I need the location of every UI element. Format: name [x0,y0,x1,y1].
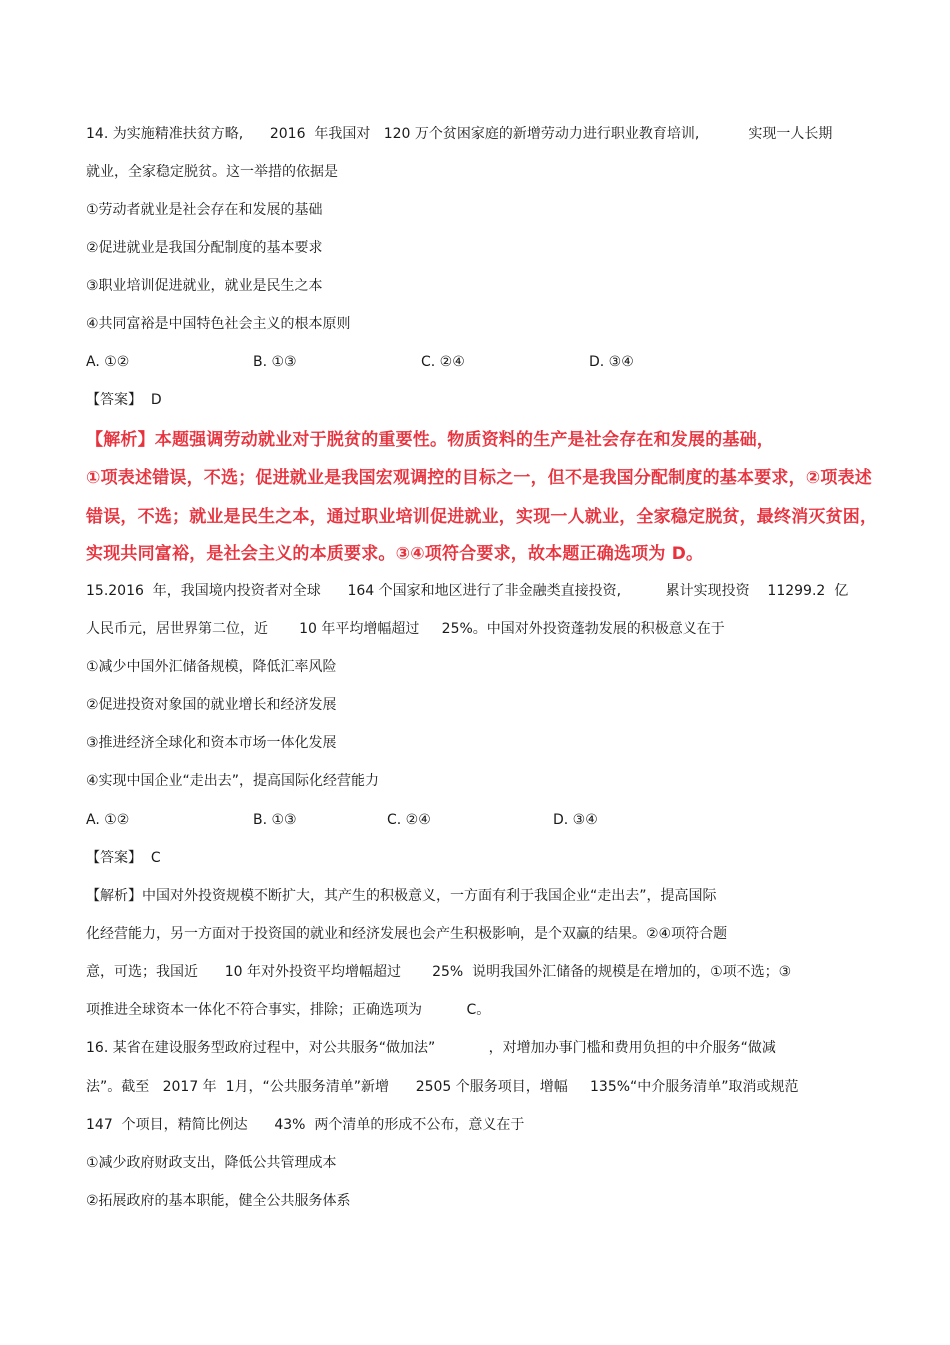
q15-analysis-line2: 化经营能力，另一方面对于投资国的就业和经济发展也会产生积极影响，是个双赢的结果。②④项符合题 [86,926,728,942]
q14-analysis-line4: 实现共同富裕，是社会主义的本质要求。③④项符合要求，故本题正确选项为 D。 [86,544,704,564]
q14-item2: ②促进就业是我国分配制度的基本要求 [86,240,323,256]
q14-answer: 【答案】 D [86,392,162,408]
q14-analysis-line3: 错误，不选；就业是民生之本，通过职业培训促进就业，实现一人就业，全家稳定脱贫，最终消灭贫困， [86,507,878,527]
q15-item4: ④实现中国企业“走出去”，提高国际化经营能力 [86,773,380,789]
q16-item2: ②拓展政府的基本职能，健全公共服务体系 [86,1193,351,1209]
q14-item4: ④共同富裕是中国特色社会主义的根本原则 [86,316,351,332]
q15-item3: ③推进经济全球化和资本市场一体化发展 [86,735,337,751]
q15-item2: ②促进投资对象国的就业增长和经济发展 [86,697,337,713]
q14-option-b: B. ①③ [253,354,297,370]
q16-stem-line1: 16. 某省在建设服务型政府过程中，对公共服务“做加法” ，对增加办事门槛和费用负担的中介服务“做减 [86,1040,776,1056]
q14-analysis-line1: 【解析】本题强调劳动就业对于脱贫的重要性。物质资料的生产是社会存在和发展的基础， [86,430,774,450]
q15-analysis-line1: 【解析】中国对外投资规模不断扩大，其产生的积极意义，一方面有利于我国企业“走出去”，提高国际 [86,888,717,904]
q15-option-c: C. ②④ [387,812,431,828]
q15-option-d: D. ③④ [553,812,598,828]
q15-analysis-line3: 意，可选；我国近 10 年对外投资平均增幅超过 25% 说明我国外汇储备的规模是在增加的，①项不选；③ [86,964,792,980]
q14-option-d: D. ③④ [589,354,634,370]
q16-stem-line2: 法”。截至 2017 年 1月，“公共服务清单”新增 2505 个服务项目，增幅 135%“中介服务清单”取消或规范 [86,1079,799,1095]
q15-option-b: B. ①③ [253,812,297,828]
q16-stem-line3: 147 个项目，精简比例达 43% 两个清单的形成不公布，意义在于 [86,1117,525,1133]
q14-option-a: A. ①② [86,354,130,370]
q15-stem-line2: 人民币元，居世界第二位，近 10 年平均增幅超过 25%。中国对外投资蓬勃发展的积极意义在于 [86,621,725,637]
q14-stem-line1: 14. 为实施精准扶贫方略, 2016 年我国对 120 万个贫困家庭的新增劳动力进行职业教育培训, 实现一人长期 [86,126,833,142]
q15-item1: ①减少中国外汇储备规模，降低汇率风险 [86,659,337,675]
q15-answer: 【答案】 C [86,850,161,866]
q14-item3: ③职业培训促进就业，就业是民生之本 [86,278,323,294]
q16-item1: ①减少政府财政支出，降低公共管理成本 [86,1155,337,1171]
q14-analysis-line2: ①项表述错误，不选；促进就业是我国宏观调控的目标之一，但不是我国分配制度的基本要求，②项表述 [86,468,872,488]
q15-option-a: A. ①② [86,812,130,828]
q14-stem-line2: 就业，全家稳定脱贫。这一举措的依据是 [86,164,338,180]
q15-stem-line1: 15.2016 年，我国境内投资者对全球 164 个国家和地区进行了非金融类直接投资, 累计实现投资 11299.2 亿 [86,583,849,599]
q14-item1: ①劳动者就业是社会存在和发展的基础 [86,202,323,218]
q14-option-c: C. ②④ [421,354,465,370]
q15-analysis-line4: 项推进全球资本一体化不符合事实，排除；正确选项为 C。 [86,1002,491,1018]
